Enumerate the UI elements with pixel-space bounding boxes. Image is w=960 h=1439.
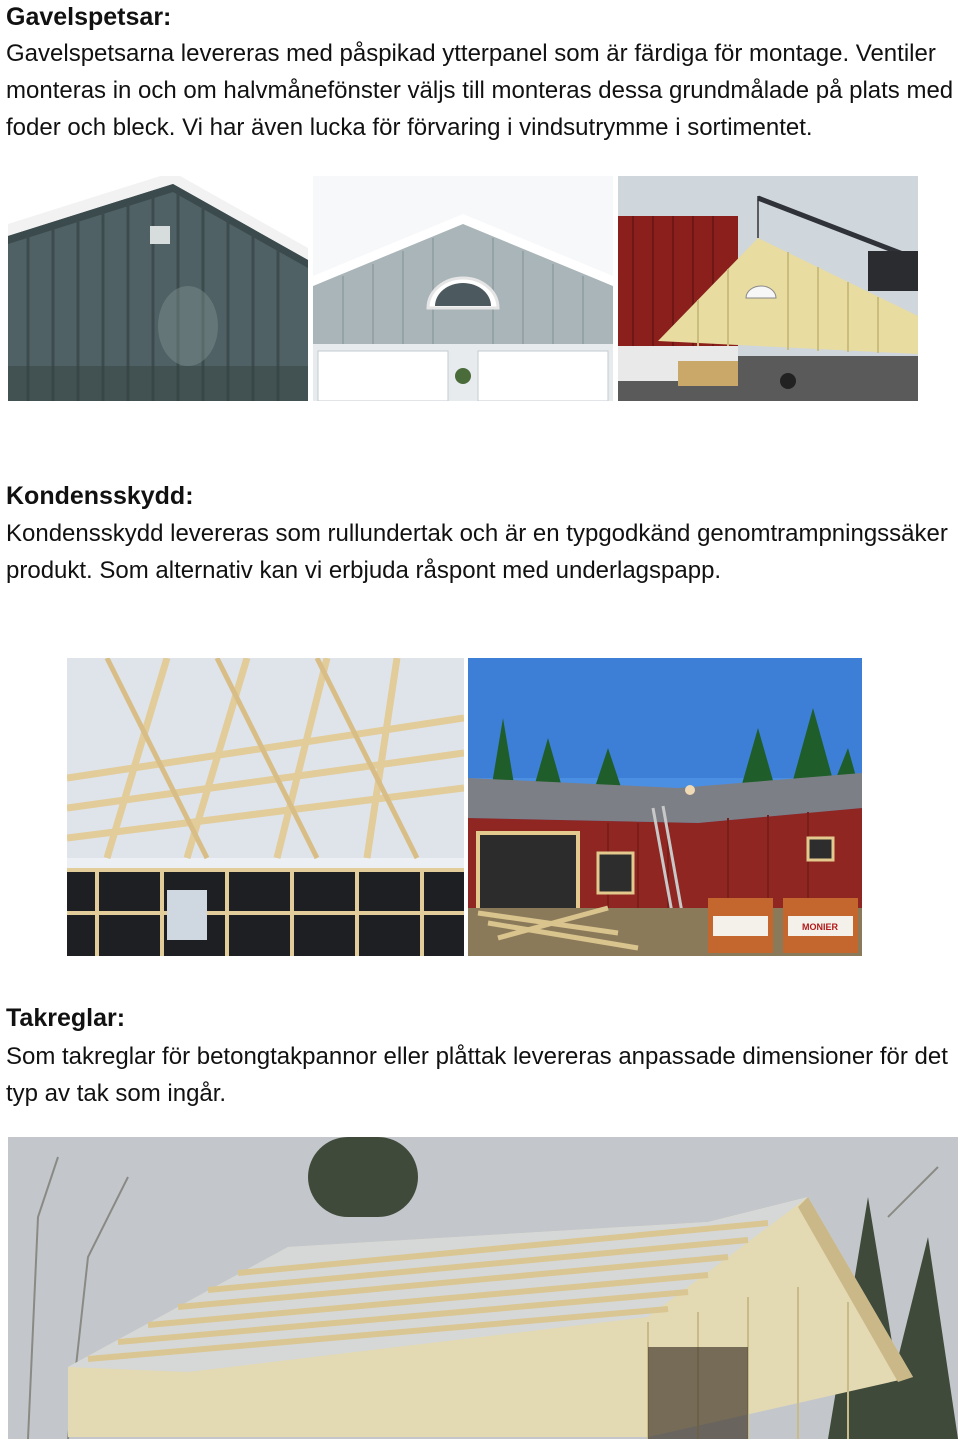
- section-heading-kondensskydd: Kondensskydd:: [6, 482, 194, 510]
- section-text-gavelspetsar: Gavelspetsarna levereras med påspikad ytterpanel som är färdiga för montage. Ventiler monteras in och om halvmånefönster väljs till monteras dessa grundmålade på plats med foder och bleck. Vi har även lucka för förvaring i vindsutrymme i sortimentet.: [6, 40, 954, 141]
- photo-roof-trusses-interior: [67, 658, 464, 956]
- section-text-takreglar: Som takreglar för betongtakpannor eller plåttak levereras anpassade dimensioner för det typ av tak som ingår.: [6, 1043, 948, 1107]
- photo-gable-halfmoon-window: [313, 176, 613, 401]
- section-text-kondensskydd: Kondensskydd levereras som rullundertak och är en typgodkänd genomtrampningssäker produkt. Som alternativ kan vi erbjuda råspont med underlagspapp.: [6, 520, 948, 584]
- photo-red-building-roofing: [468, 658, 862, 956]
- photo-gable-gray-vent: [8, 176, 308, 401]
- photo-gable-crane-lift: [618, 176, 918, 401]
- section-heading-gavelspetsar: Gavelspetsar:: [6, 3, 172, 31]
- pallet-label: MONIER: [802, 922, 838, 932]
- section-heading-takreglar: Takreglar:: [6, 1004, 126, 1032]
- photo-roof-battens: [8, 1137, 958, 1439]
